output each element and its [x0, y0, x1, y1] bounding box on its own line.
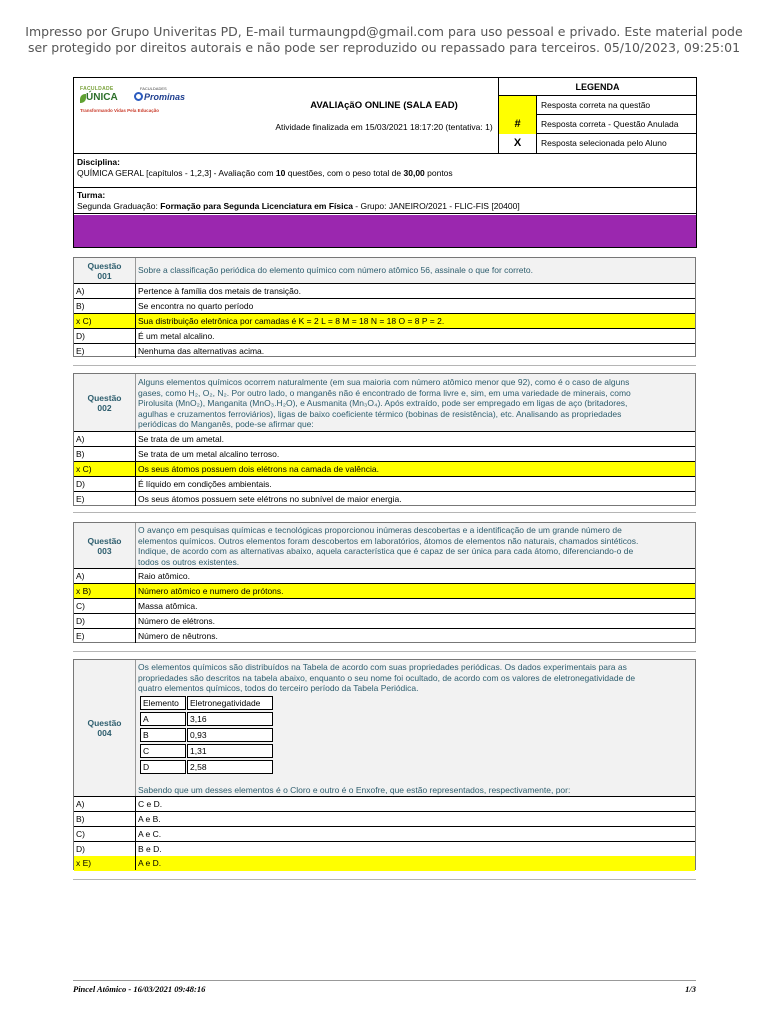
logo-unica-text: ÚNICA: [86, 92, 118, 103]
option-b[interactable]: B) Se trata de um metal alcalino terroso.: [74, 447, 695, 462]
option-c-selected[interactable]: x C) Os seus átomos possuem dois elétrons na camada de valência.: [74, 462, 695, 477]
logo-faculdades-text: FACULDADES: [140, 86, 167, 91]
prominas-circle-icon: [134, 92, 143, 101]
table-row: C 1,31: [140, 744, 273, 758]
table-header-row: Elemento Eletronegatividade: [140, 696, 273, 710]
institution-logo: [80, 86, 186, 124]
option-a[interactable]: A) C e D.: [74, 797, 695, 812]
option-b[interactable]: B) A e B.: [74, 812, 695, 827]
discipline-info: [74, 155, 696, 188]
logo-faculdade-text: FACULDADE: [80, 86, 114, 92]
table-row: B 0,93: [140, 728, 273, 742]
option-c[interactable]: C) Massa atômica.: [74, 599, 695, 614]
separator: [73, 651, 696, 653]
exam-finished-info: Atividade finalizada em 15/03/2021 18:17:20 (tentativa: 1): [275, 122, 493, 132]
exam-title: AVALIAçãO ONLINE (SALA EAD): [310, 100, 458, 111]
option-e-selected[interactable]: x E) A e D.: [74, 856, 695, 871]
legend-label: Resposta correta - Questão Anulada: [541, 119, 679, 129]
option-d[interactable]: D) B e D.: [74, 842, 695, 857]
question-header: [74, 258, 695, 284]
legend-label: Resposta selecionada pelo Aluno: [541, 138, 667, 148]
question-text: Os elementos químicos são distribuídos na Tabela de acordo com suas propriedades periódicas. Os dados experimentais para as propriedades são descritos na tabela abaixo, enquanto o seu nome foi ocultado, de acordo com os valores de eletronegatividade de quatro elementos químicos, todos do terceiro período da Tabela Periódica.: [138, 662, 636, 693]
discipline-label: Disciplina:: [77, 157, 120, 167]
legend-symbol: X: [499, 134, 537, 153]
page-number: 1/3: [685, 984, 696, 994]
option-c-selected[interactable]: x C) Sua distribuição eletrônica por camadas é K = 2 L = 8 M = 18 N = 18 O = 8 P = 2.: [74, 314, 695, 329]
page-footer: [73, 980, 696, 994]
option-a[interactable]: A) Se trata de um ametal.: [74, 432, 695, 447]
option-b-selected[interactable]: x B) Número atômico e numero de prótons.: [74, 584, 695, 599]
table-row: A 3,16: [140, 712, 273, 726]
legend-box: [498, 78, 696, 154]
option-a[interactable]: A) Pertence à família dos metais de transição.: [74, 284, 695, 299]
question-text: Alguns elementos químicos ocorrem naturalmente (em sua maioria com número atômico menor que 92), como é o caso de alguns gases, como H₂, O₂, N₂. Por outro lado, o manganês não é encontrado de forma livre e, sim, em uma variedade de minerais, como Pirolusita (MnO₂), Manganita (MnO₃.H₂O), e Ausmanita (Mn₃O₄). Após extraído, pode ser empregado em ligas de aço (britadores, agulhas e cruzamentos ferroviários), ligas de baixo coeficiente térmico (bobinas de resistência), etc. Analisando as propriedades periódicas do Manganês, pode-se afirmar que:: [138, 377, 631, 429]
option-e[interactable]: E) Número de nêutrons.: [76, 631, 218, 641]
exam-header: [73, 77, 697, 248]
question-header: [74, 660, 695, 797]
separator: [73, 512, 696, 514]
legend-row-selected: [498, 134, 696, 153]
option-e[interactable]: E) Os seus átomos possuem sete elétrons no subnível de maior energia.: [76, 494, 402, 504]
legend-symbol: #: [499, 115, 537, 134]
question-number: Questão 001: [74, 258, 136, 283]
separator: [73, 365, 696, 367]
electronegativity-table: [140, 696, 273, 776]
class-info: [74, 188, 696, 214]
question-number: Questão 004: [74, 660, 136, 796]
option-d[interactable]: D) É líquido em condições ambientais.: [74, 477, 695, 492]
class-label: Turma:: [77, 190, 106, 200]
question-header: [74, 374, 695, 432]
purple-banner: [74, 215, 696, 247]
legend-row-annulled: [498, 115, 696, 134]
print-watermark: Impresso por Grupo Univeritas PD, E-mail turmaungpd@gmail.com para uso pessoal e privado. Este material pode ser protegido por direitos autorais e não pode ser reproduzido ou repassado para terceiros. 05/10/2023, 09:25:01: [25, 24, 743, 55]
legend-symbol: [499, 96, 537, 115]
question-number: Questão 003: [74, 523, 136, 568]
logo-tagline: Transformando Vidas Pela Educação: [80, 108, 159, 113]
discipline-text: QUÍMICA GERAL [capítulos - 1,2,3] - Avaliação com 10 questões, com o peso total de 30,00 pontos: [77, 168, 453, 178]
question-header: [74, 523, 695, 569]
question-text-after: Sabendo que um desses elementos é o Cloro e outro é o Enxofre, que estão representados, respectivamente, por:: [138, 785, 571, 795]
separator: [73, 879, 696, 881]
option-d[interactable]: D) Número de elétrons.: [74, 614, 695, 629]
table-row: D 2,58: [140, 760, 273, 774]
question-003: [73, 522, 696, 643]
legend-label: Resposta correta na questão: [541, 100, 651, 110]
header-top: [74, 78, 696, 154]
option-b[interactable]: B) Se encontra no quarto período: [74, 299, 695, 314]
option-e[interactable]: E) Nenhuma das alternativas acima.: [76, 346, 265, 356]
footer-left: Pincel Atômico - 16/03/2021 09:48:16: [73, 984, 206, 994]
option-a[interactable]: A) Raio atômico.: [74, 569, 695, 584]
question-002: [73, 373, 696, 506]
option-c[interactable]: C) A e C.: [74, 827, 695, 842]
option-d[interactable]: D) É um metal alcalino.: [74, 329, 695, 344]
logo-prominas-text: Prominas: [144, 92, 186, 102]
question-004: [73, 659, 696, 870]
legend-row-correct: [498, 96, 696, 115]
question-text: Sobre a classificação periódica do elemento químico com número atômico 56, assinale o que for correto.: [138, 265, 533, 275]
question-number: Questão 002: [74, 374, 136, 431]
question-001: [73, 257, 696, 357]
class-text: Segunda Graduação: Formação para Segunda Licenciatura em Física - Grupo: JANEIRO/2021 - FLIC-FIS [20400]: [77, 201, 520, 211]
question-text: O avanço em pesquisas químicas e tecnológicas proporcionou inúmeras descobertas e a identificação de um grande número de elementos químicos. Outros elementos foram descobertos em laboratórios, átomos de elementos não naturais, chamados sintéticos. Indique, de acordo com as alternativas abaixo, aquela característica que é capaz de ser única para cada átomo, diferenciando-o de todos os outros existentes.: [138, 525, 639, 567]
legend-title: LEGENDA: [498, 78, 696, 96]
